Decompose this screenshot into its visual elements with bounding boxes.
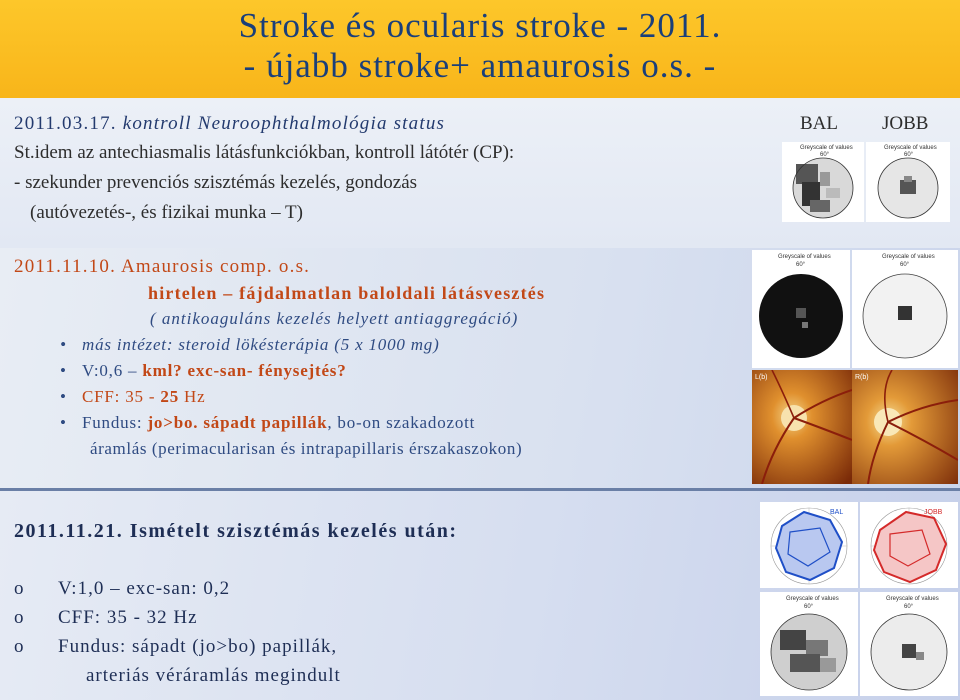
section-2-bullet-2 — [60, 361, 347, 381]
fundus-right-label: R(b) — [855, 374, 869, 381]
vf-caption: Greyscale of values — [786, 596, 839, 602]
section-1-line-4: (autóvezetés-, és fizikai munka – T) — [30, 202, 303, 223]
vf-angle: 60° — [796, 262, 806, 268]
fundus-photo-left — [752, 370, 852, 484]
bullet-3-text-b: 25 — [160, 387, 179, 406]
fundus-photo-right — [852, 370, 958, 484]
visual-field-grayscale-left-2011-03 — [782, 142, 864, 222]
visual-field-grayscale-right-2011-11-21 — [860, 592, 958, 696]
vf-angle: 60° — [804, 604, 814, 610]
fundus-left-label: L(b) — [755, 374, 768, 381]
section-2-bullet-1 — [60, 335, 440, 355]
visual-field-grayscale-right-2011-03 — [866, 142, 950, 222]
section-2-subheading: hirtelen – fájdalmatlan baloldali látásvesztés — [148, 283, 546, 303]
bullet-1-text: más intézet: steroid lökésterápia (5 x 1000 mg) — [82, 335, 440, 354]
bullet-o: o — [14, 607, 25, 628]
visual-field-grayscale-left-2011-11 — [752, 250, 850, 368]
item-1-text: V:1,0 – exc-san: 0,2 — [58, 578, 231, 599]
bullet-4-text-a: Fundus: — [82, 413, 148, 432]
bullet-dot: • — [60, 387, 67, 406]
bullet-dot: • — [60, 413, 67, 432]
section-2-bullet-4 — [60, 413, 475, 433]
bullet-o: o — [14, 578, 25, 599]
vf-caption: Greyscale of values — [778, 254, 831, 260]
vf-caption: Greyscale of values — [886, 596, 939, 602]
bullet-dot: • — [60, 361, 67, 380]
visual-field-chart-left-blue — [760, 502, 858, 588]
section-3-item-3 — [14, 636, 337, 658]
bullet-4-text-c: , bo-on szakadozott — [327, 413, 476, 432]
vf-caption: Greyscale of values — [800, 145, 853, 151]
visual-field-grayscale-right-2011-11 — [852, 250, 958, 368]
section-2-bullet-4-continuation: áramlás (perimacularisan és intrapapillaris érszakaszokon) — [90, 439, 523, 458]
section-2-bullet-3 — [60, 387, 205, 407]
bullet-dot: • — [60, 335, 67, 354]
visual-field-grayscale-left-2011-11-21 — [760, 592, 858, 696]
visual-field-chart-right-red — [860, 502, 958, 588]
bullet-2-text-a: V:0,6 – — [82, 361, 143, 380]
vf-caption: Greyscale of values — [882, 254, 935, 260]
bullet-o: o — [14, 636, 25, 657]
item-2-text: CFF: 35 - 32 Hz — [58, 607, 198, 628]
eye-label-right: JOBB — [882, 113, 929, 134]
bal-annotation: BAL — [830, 509, 844, 516]
title-line-1: Stroke és ocularis stroke - 2011. — [238, 6, 722, 45]
vf-angle: 60° — [900, 262, 910, 268]
section-1-line-2: St.idem az antechiasmalis látásfunkciókban, kontroll látótér (CP): — [14, 142, 515, 163]
section-2-note: ( antikoaguláns kezelés helyett antiaggregáció) — [150, 309, 519, 328]
section-2-heading: 2011.11.10. Amaurosis comp. o.s. — [14, 256, 311, 277]
section-1-date: 2011.03.17. — [14, 113, 117, 134]
jobb-annotation: JOBB — [924, 509, 943, 516]
vf-angle: 60° — [904, 604, 914, 610]
title-banner — [0, 0, 960, 98]
bullet-3-text-a: CFF: 35 - — [82, 387, 161, 406]
section-3-item-1 — [14, 578, 230, 600]
vf-caption: Greyscale of values — [884, 145, 937, 151]
item-3-text: Fundus: sápadt (jo>bo) papillák, — [58, 636, 338, 657]
bullet-2-text-b: kml? exc-san- fénysejtés? — [142, 361, 347, 380]
section-3-item-2 — [14, 607, 198, 629]
eye-label-left: BAL — [800, 113, 838, 134]
section-1-line-3: - szekunder prevenciós szisztémás kezelés, gondozás — [14, 172, 418, 193]
section-3-item-3-continuation: arteriás véráramlás megindult — [86, 665, 341, 686]
bullet-3-text-c: Hz — [179, 387, 206, 406]
vf-angle: 60° — [904, 152, 914, 158]
section-3-heading: 2011.11.21. Ismételt szisztémás kezelés után: — [14, 520, 458, 542]
section-1-heading — [14, 113, 445, 135]
title-line-2: - újabb stroke+ amaurosis o.s. - — [243, 46, 717, 85]
bullet-4-text-b: jo>bo. sápadt papillák — [147, 413, 328, 432]
section-1-title: kontroll Neuroophthalmológia status — [122, 113, 446, 134]
vf-angle: 60° — [820, 152, 830, 158]
